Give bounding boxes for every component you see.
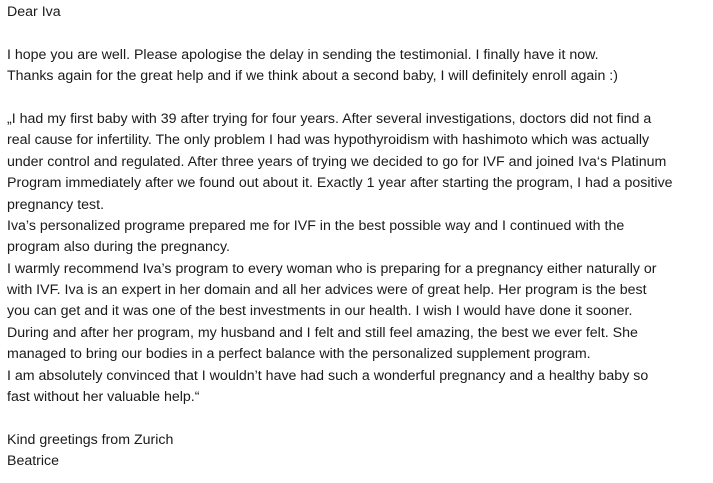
testimonial-line: you can get and it was one of the best investments in our health. I wish I would have done it sooner.	[7, 303, 633, 320]
spacer	[7, 408, 707, 429]
testimonial-line: „I had my first baby with 39 after trying for four years. After several investigations, doctors did not find a	[7, 110, 652, 127]
spacer	[7, 23, 707, 44]
intro-line: I hope you are well. Please apologise the delay in sending the testimonial. I finally have it now.	[7, 46, 599, 63]
testimonial-line: I am absolutely convinced that I wouldn’t have had such a wonderful pregnancy and a healthy baby so	[7, 367, 649, 384]
testimonial-line: Iva’s personalized programe prepared me for IVF in the best possible way and I continued with the	[7, 217, 625, 234]
testimonial-line: managed to bring our bodies in a perfect balance with the personalized supplement program.	[7, 346, 591, 363]
closing: Kind greetings from Zurich	[7, 431, 174, 448]
spacer	[7, 88, 707, 109]
testimonial-line: under control and regulated. After three years of trying we decided to go for IVF and joined Iva‘s Platinum	[7, 153, 667, 170]
intro-line: Thanks again for the great help and if we think about a second baby, I will definitely enroll again :)	[7, 68, 618, 85]
testimonial-line: pregnancy test.	[7, 196, 105, 213]
signature: Beatrice	[7, 453, 60, 470]
testimonial-line: I warmly recommend Iva’s program to every woman who is preparing for a pregnancy either naturally or	[7, 260, 657, 277]
testimonial-line: During and after her program, my husband and I felt and still feel amazing, the best we ever felt. She	[7, 324, 638, 341]
testimonial-line: with IVF. Iva is an expert in her domain and all her advices were of great help. Her program is the best	[7, 282, 647, 299]
testimonial-line: Program immediately after we found out about it. Exactly 1 year after starting the program, I had a positive	[7, 175, 673, 192]
testimonial-line: program also during the pregnancy.	[7, 239, 230, 256]
testimonial-line: real cause for infertility. The only problem I had was hypothyroidism with hashimoto which was actually	[7, 132, 650, 149]
testimonial-line: fast without her valuable help.“	[7, 389, 200, 406]
email-body	[7, 2, 707, 473]
greeting: Dear Iva	[7, 4, 61, 20]
